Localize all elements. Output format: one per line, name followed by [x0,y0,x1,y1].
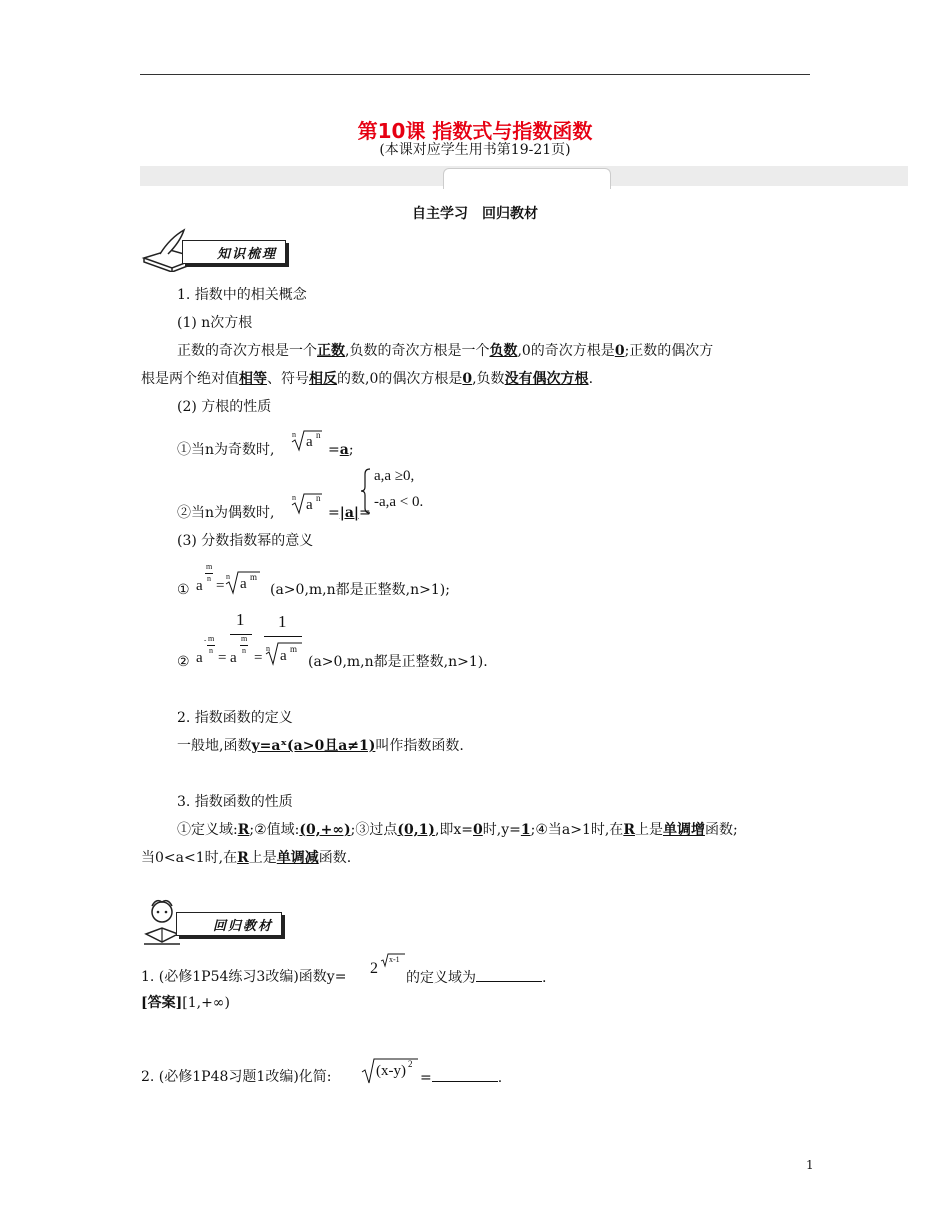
section-1-title: 1. 指数中的相关概念 [177,287,307,303]
subsection-1-1: (1) n次方根 [177,315,253,331]
exercise-2-tail: = . [420,1067,502,1088]
answer-blank[interactable] [432,1067,498,1082]
subsection-1-2: (2) 方根的性质 [177,399,272,415]
paragraph-line-2: 根是两个绝对值相等、符号相反的数,0的偶次方根是0,负数没有偶次方根. [141,371,594,387]
even-root-result: =|a|= [328,505,371,521]
answer-blank[interactable] [476,967,542,982]
odd-root-result: =a; [328,442,354,458]
subsection-1-3: (3) 分数指数幂的意义 [177,533,314,549]
header-tab [443,168,611,189]
paragraph-line-1: 正数的奇次方根是一个正数,负数的奇次方根是一个负数,0的奇次方根是0;正数的偶次方 [177,343,714,359]
even-root-formula: n a n [292,493,321,513]
frac-exp-2-line: ② [177,654,190,670]
frac-exp-1-line: ① [177,582,190,598]
exercise-1-formula: 2 x-1 [370,952,406,982]
section-heading: 自主学习 回归教材 [412,206,538,222]
section-2-title: 2. 指数函数的定义 [177,710,293,726]
odd-root-formula: n a n [292,430,321,450]
page-number: 1 [806,1158,814,1172]
even-root-line: ②当n为偶数时, [177,505,275,521]
odd-root-line: ①当n为奇数时, [177,442,275,458]
exercise-2-formula: (x-y) 2 [360,1056,420,1086]
frac-exp-1-condition: (a>0,m,n都是正整数,n>1); [270,582,450,598]
knowledge-badge [140,228,290,272]
page-title: 第10课 指数式与指数函数 [357,119,593,143]
exercise-1-answer: [答案][1,+∞) [141,995,230,1011]
top-rule [140,74,810,75]
exercise-2: 2. (必修1P48习题1改编)化简: [141,1069,332,1085]
badge-label: 回归教材 [176,912,282,936]
section-3-title: 3. 指数函数的性质 [177,794,293,810]
page-subtitle: (本课对应学生用书第19-21页) [379,142,571,158]
exercise-1-tail: 的定义域为 . [406,967,546,988]
piecewise-cases: a,a ≥0, -a,a < 0. [360,466,450,516]
section-3-line-2: 当0<a<1时,在R上是单调减函数. [141,850,352,866]
frac-exp-2-formula: a - m n = 1 a m n = 1 n a m [194,610,306,670]
section-3-line-1: ①定义域:R;②值域:(0,+∞);③过点(0,1),即x=0时,y=1;④当a>1时,在R上是单调增函数; [177,822,738,838]
textbook-badge [140,898,286,948]
exercise-1: 1. (必修1P54练习3改编)函数y= [141,969,347,985]
frac-exp-2-condition: (a>0,m,n都是正整数,n>1). [308,654,488,670]
section-2-body: 一般地,函数y=aˣ(a>0且a≠1)叫作指数函数. [177,738,464,754]
badge-label: 知识梳理 [182,240,286,264]
frac-exp-1-formula: a m n = n a m [194,560,268,600]
